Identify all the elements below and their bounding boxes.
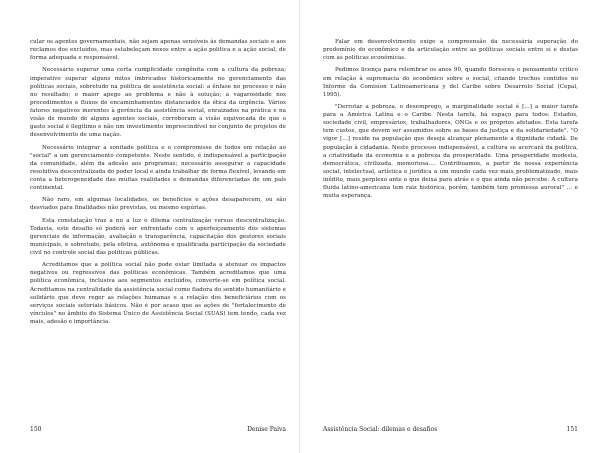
left-paragraph-3: Necessário integrar a sonitade política e o compromisse de todos em relação ao "social" a um gerenciamento competente. Neste sentido, é indispensável a participação da comunidade, além da adesão aos programas; necessário assegurar a capacidade resolutiva descentralizada do poder local e ainda trabalhar de forma flexível, levando em conta a heterogeneidade das muitas realidades e demandas diferenciadas de um país continental. <box>30 144 286 191</box>
right-page <box>300 0 600 453</box>
left-page-number: 150 <box>30 426 42 433</box>
left-running-head: Denise Paiva <box>247 426 286 433</box>
left-paragraph-5: Esta constatação traz a nu a luz o dilema centralização versus descentralização. Todavia, este desafio só poderá ser enfrentado com o aperfeiçoamento dos sistemas gerenciais de informação, avaliação e transparência, capacitação dos gestores sociais municipais, e sobretudo, pela efetiva, autônoma e qualificada participação da sociedade civil no controle social das políticas públicas. <box>30 217 286 256</box>
left-paragraph-4: Não raro, em algumas localidades, os benefícios e ações desaparecem, ou são desviados para finalidades não previstas, ou mesmo espúrias. <box>30 197 286 212</box>
left-paragraph-1: cular os agentes governamentais, não sejam apenas sensíveis às demandas sociais e aos reclamos dos excluídos, mas estabeleçam nexos entre a ação política e a ação social, de forma adequada e responsável. <box>30 39 286 62</box>
left-paragraph-2: Necessário superar uma certa cumplicidade congênita com a cultura da pobreza; imperativo superar alguns mitos imbricados historicamente no gerenciamento das políticas sociais, sobretudo na política de assistência social: a ênfase no processo e não no resultado; o maior apego ao problema e não à solução; a vagarosidade nos procedimentos e fluxos de encaminhamentos distanciados da ética da urgência. Vários fatores negativos inerentes à gerência da assistência social, enraizados na prática e na visão de mundo de alguns agentes sociais, corroboram a visão equivocada de que o gasto social é ilegítimo e não um investimento imprescindível no conjunto de projetos de desenvolvimento de uma nação. <box>30 67 286 139</box>
right-paragraph-1: Falar em desenvolvimento exige a compreensão da necessária superação do predomínio do econômico e da articulação entre as políticas sociais entre si e destas com as políticas econômicas. <box>323 39 578 62</box>
right-running-head: Assistência Social: dilemas e desafios <box>323 426 438 433</box>
right-paragraph-2: Pedimos licença para relembrar os anos 90, quando floresceu o pensamento crítico em relação à supremacia do econômico sobre o social, citando trechos contidos no Informe da Comisíon Latinoamericana y del Caribe sobre Desarrolo Social (Cepal, 1995). <box>323 67 578 98</box>
right-paragraph-3: "Derrotar a pobreza, o desemprego, a marginalidade social é [...] a maior tarefa para a América Latina e o Caribe. Nesta tarefa, há espaço para todos: Estados, sociedade civil, empresários, trabalhadores, ONGs e os próprios afetados. Esta tarefa tem custos, que devem ser assumidos sobre as bases da justiça e da solidariedade". "O vigor [...] reside na população que deseja alcançar plenamente a dignidade cidadã. De população à cidadania. Neste processo indispensável, a cultura se acercará da política, a criatividade da economia e a pobreza da prosperidade. Uma prosperidade modesta, democrática, civilizada, memoriosa.... Contribuamos, a partir de nossa experiência social, intelectual, artística e jurídica a um mundo cada vez mais problematizado, mais inédito, mais perplexo ante o que deixa para atrás e o que ainda não percebe. A cultura fluida latino-americana tem raiz histórica, porém, também tem promessa auroral" ... e muita esperança. <box>323 104 578 200</box>
right-page-number: 151 <box>566 426 578 433</box>
left-paragraph-6: Acreditamos que a política social não pode estar limitada a atenuar os impactos negativos ou regressivos das políticas econômicas. Também acreditamos que uma política econômica, inclusiva aos segmentos excluídos, converte-se em política social. Acreditamos na centralidade da assistência social como fiadora do sentido humanitário e solidário que deve reger as relações humanas e a relação dos beneficiários com os serviços sociais setoriais básicos. Não é por acaso que as ações de "fortalecimento de vínculos" no âmbito do Sistema Único de Assistência Social (SUAS) tem tendo, cada vez mais, adesão e importância. <box>30 262 286 325</box>
